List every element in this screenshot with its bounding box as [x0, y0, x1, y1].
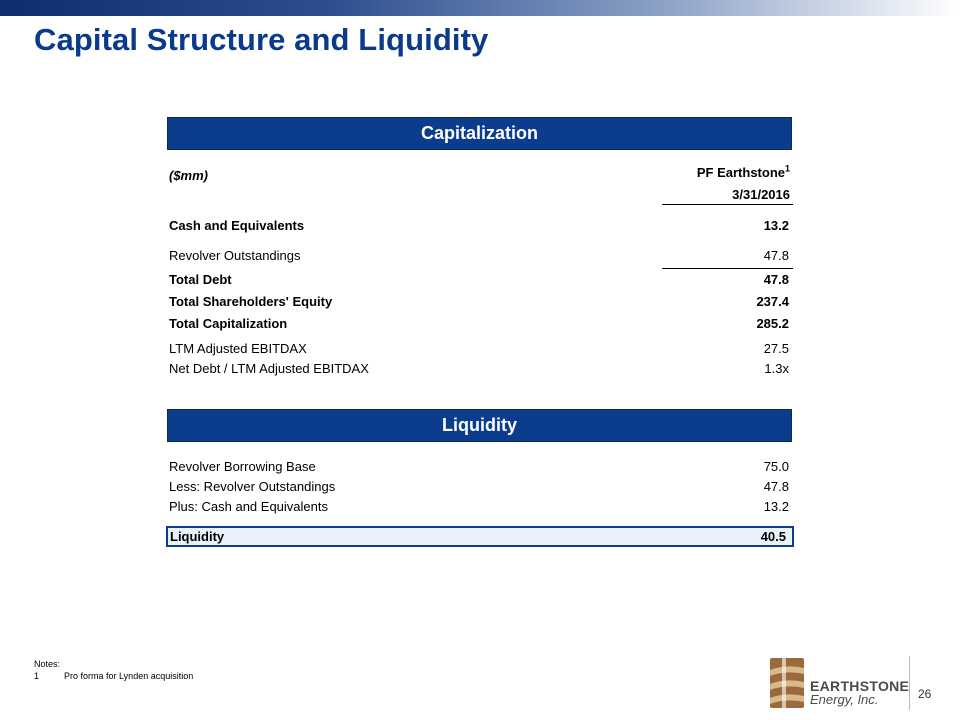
column-date: 3/31/2016	[732, 187, 790, 202]
footnote-number: 1	[34, 671, 40, 681]
date-underline	[662, 204, 793, 205]
column-header-label: PF Earthstone	[696, 165, 785, 180]
page-number: 26	[918, 687, 932, 701]
row-label: Net Debt / LTM Adjusted EBITDAX	[169, 360, 369, 376]
liquidity-total-value: 40.5	[760, 529, 786, 544]
row-label: Revolver Borrowing Base	[169, 458, 316, 474]
row-value: 13.2	[763, 217, 789, 233]
row-label: Total Shareholders' Equity	[169, 293, 333, 309]
column-header	[697, 165, 790, 180]
footnote-item	[34, 670, 193, 682]
row-label: Revolver Outstandings	[169, 247, 301, 263]
capitalization-header: Capitalization	[167, 117, 792, 150]
row-value: 47.8	[763, 271, 789, 287]
table-row	[169, 496, 789, 516]
notes-heading: Notes:	[34, 659, 61, 669]
row-value: 47.8	[763, 247, 789, 263]
table-row	[169, 245, 789, 265]
liquidity-header: Liquidity	[167, 409, 792, 442]
table-row	[169, 269, 789, 289]
row-value: 75.0	[763, 458, 789, 474]
table-row	[169, 215, 789, 235]
row-label: Less: Revolver Outstandings	[169, 478, 336, 494]
row-value: 285.2	[756, 315, 789, 331]
row-value: 13.2	[763, 498, 789, 514]
table-row	[169, 291, 789, 311]
liquidity-total-label: Liquidity	[170, 529, 225, 544]
row-label: Cash and Equivalents	[169, 217, 305, 233]
logo-wordmark: EARTHSTONE	[810, 678, 910, 694]
row-value: 1.3x	[764, 360, 789, 376]
footnote-text: Pro forma for Lynden acquisition	[64, 671, 194, 681]
top-banner	[0, 0, 960, 16]
row-label: Total Capitalization	[169, 315, 288, 331]
page-title: Capital Structure and Liquidity	[34, 22, 489, 57]
logo-divider	[909, 656, 910, 710]
table-row	[169, 358, 789, 378]
row-value: 237.4	[756, 293, 789, 309]
footnote-marker: 1	[784, 163, 790, 174]
logo-subtitle: Energy, Inc.	[810, 692, 879, 707]
row-label: Total Debt	[169, 271, 232, 287]
row-label: Plus: Cash and Equivalents	[169, 498, 328, 514]
liquidity-total-row	[166, 526, 794, 547]
footnotes	[34, 658, 193, 682]
table-row	[169, 338, 789, 358]
table-row	[169, 456, 789, 476]
row-value: 27.5	[763, 340, 789, 356]
row-label: LTM Adjusted EBITDAX	[169, 340, 307, 356]
table-row	[169, 313, 789, 333]
table-row	[169, 476, 789, 496]
row-value: 47.8	[763, 478, 789, 494]
units-label: ($mm)	[169, 167, 209, 183]
